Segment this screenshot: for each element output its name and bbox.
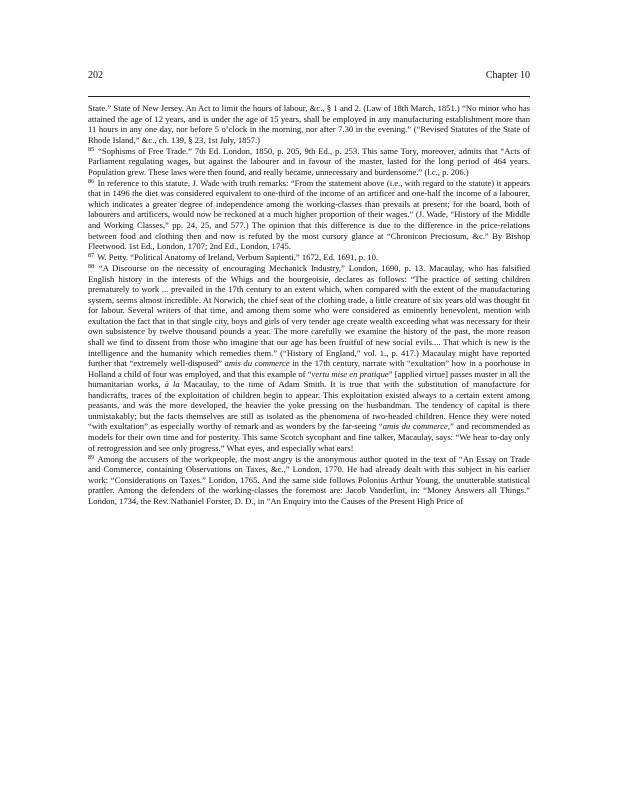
footnote-number: 87	[88, 252, 95, 260]
italic-phrase: à la	[164, 379, 180, 390]
footnote-continuation	[88, 103, 530, 145]
footnote-text: W. Petty. “Political Anatomy of Ireland, Verbum Sapienti,” 1672, Ed. 1691, p. 10.	[97, 252, 379, 263]
running-header	[88, 70, 530, 82]
footnote-text: Among the accusers of the workpeople, the most angry is the anonymous author quoted in the text of “An Essay on Trade and Commerce, containing Observations on Taxes, &c.,” London, 1770. He had already dealt with this subject in his earlier work: “Considerations on Taxes.” London, 1765. And the same side follows Polonius Arthur Young, the unutterable statistical prattler. Among the defenders of the working-classes the foremost are: Jacob Vanderlint, in: “Money Answers all Things.” London, 1734, the Rev. Nathaniel Forster, D. D., in “An Enquiry into the Causes of the Present High Price of	[88, 453, 530, 506]
footnote-87	[88, 252, 530, 263]
italic-phrase: vertu mise en pratique	[311, 368, 389, 379]
footnote-89	[88, 454, 530, 507]
footnote-text: ” and recommended as models for their own time and for posterity. This same Scotch sycophant and fine talker, Macaulay, says: “We hear to-day only of retrogression and see only progress.” What eyes, and especially what ears!	[88, 421, 530, 453]
footnote-text: State.” State of New Jersey. An Act to limit the hours of labour, &c., § 1 and 2. (Law of 18th March, 1851.) “No minor who has attained the age of 12 years, and is under the age of 15 years, shall be employed in any manufacturing establishment more than 11 hours in any one day, nor before 5 o’clock in the morning, nor after 7.30 in the evening.” (“Revised Statutes of the State of Rhode Island,” &c., ch. 139, § 23, 1st July, 1857.)	[88, 103, 530, 145]
footnote-text: ” [applied virtue] passes muster in all the humanitarian works,	[88, 368, 530, 390]
footnote-number: 89	[88, 453, 95, 461]
footnote-text: Macaulay, to the time of Adam Smith. It is true that with the substitution of manufacture for handicrafts, traces of the exploitation of children begin to appear. This exploitation existed always to a certain extent among peasants, and was the more developed, the heavier the yoke pressing on the husbandman. The tendency of capital is there unmistakably; but the facts themselves are still as isolated as the phenomena of two-headed children. Hence they were noted “with exultation” as especially worthy of remark and as wonders by the far-seeing “	[88, 379, 530, 432]
footnote-text: “Sophisms of Free Trade.” 7th Ed. London, 1850, p. 205, 9th Ed., p. 253. This same Tory, moreover, admits that “Acts of Parliament regulating wages, but against the labourer and in favour of the master, lasted for the long period of 464 years. Population grew. These laws were then found, and really became, unnecessary and burdensome.” (l.c., p. 206.)	[88, 145, 530, 177]
footnote-text: In reference to this statute, J. Wade with truth remarks: “From the statement above (i.e., with regard to the statute) it appears that in 1496 the diet was considered equivalent to one-third of the income of an artificer and one-half the income of a labourer, which indicates a greater degree of independence among the working-classes than prevails at present; for the board, both of labourers and artificers, would now be reckoned at a much higher proportion of their wages.” (J. Wade, “History of the Middle and Working Classes,” pp. 24, 25, and 577.) The opinion that this difference is due to the difference in the price-relations between food and clothing then and now is refuted by the most cursory glance at “Chronicon Preciosum, &c.” By Bishop Fleetwood. 1st Ed., London, 1707; 2nd Ed., London, 1745.	[88, 177, 530, 252]
footnote-number: 85	[88, 145, 95, 153]
italic-phrase: amis du commerce,	[382, 421, 450, 432]
footnote-text: “A Discourse on the necessity of encouraging Mechanick Industry,” London, 1690, p. 13. Macaulay, who has falsified English history in the interests of the Whigs and the bourgeoisie, declares as follows: “The practice of setting children prematurely to work ... prevailed in the 17th century to an extent which, when compared with the extent of the manufacturing system, seems almost incredible. At Norwich, the chief seat of the clothing trade, a little creature of six years old was thought fit for labour. Several writers of that time, and among them some who were considered as eminently benevolent, mention with exultation the fact that in that single city, boys and girls of very tender age create wealth exceeding what was necessary for their own subsistence by twelve thousand pounds a year. The more carefully we examine the history of the past, the more reason shall we find to dissent from those who imagine that our age has been fruitful of new social evils.... That which is new is the intelligence and the humanity which remedies them.” (“History of England,” vol. 1., p. 417.) Macaulay might have reported further that “extremely well-disposed”	[88, 263, 530, 369]
footnote-number: 86	[88, 177, 95, 185]
footnote-85	[88, 146, 530, 178]
page-number: 202	[88, 70, 103, 81]
footnote-text: in the 17th century, narrate with “exultation” how in a poorhouse in Holland a child of four was employed, and that this example of “	[88, 358, 530, 379]
chapter-title: Chapter 10	[485, 70, 530, 81]
footnote-86	[88, 178, 530, 252]
italic-phrase: amis du commerce	[224, 358, 290, 369]
footnote-88	[88, 263, 530, 453]
footnote-number: 88	[88, 263, 95, 271]
book-page	[88, 70, 530, 507]
header-rule	[88, 96, 530, 97]
footnotes-body	[88, 103, 530, 506]
